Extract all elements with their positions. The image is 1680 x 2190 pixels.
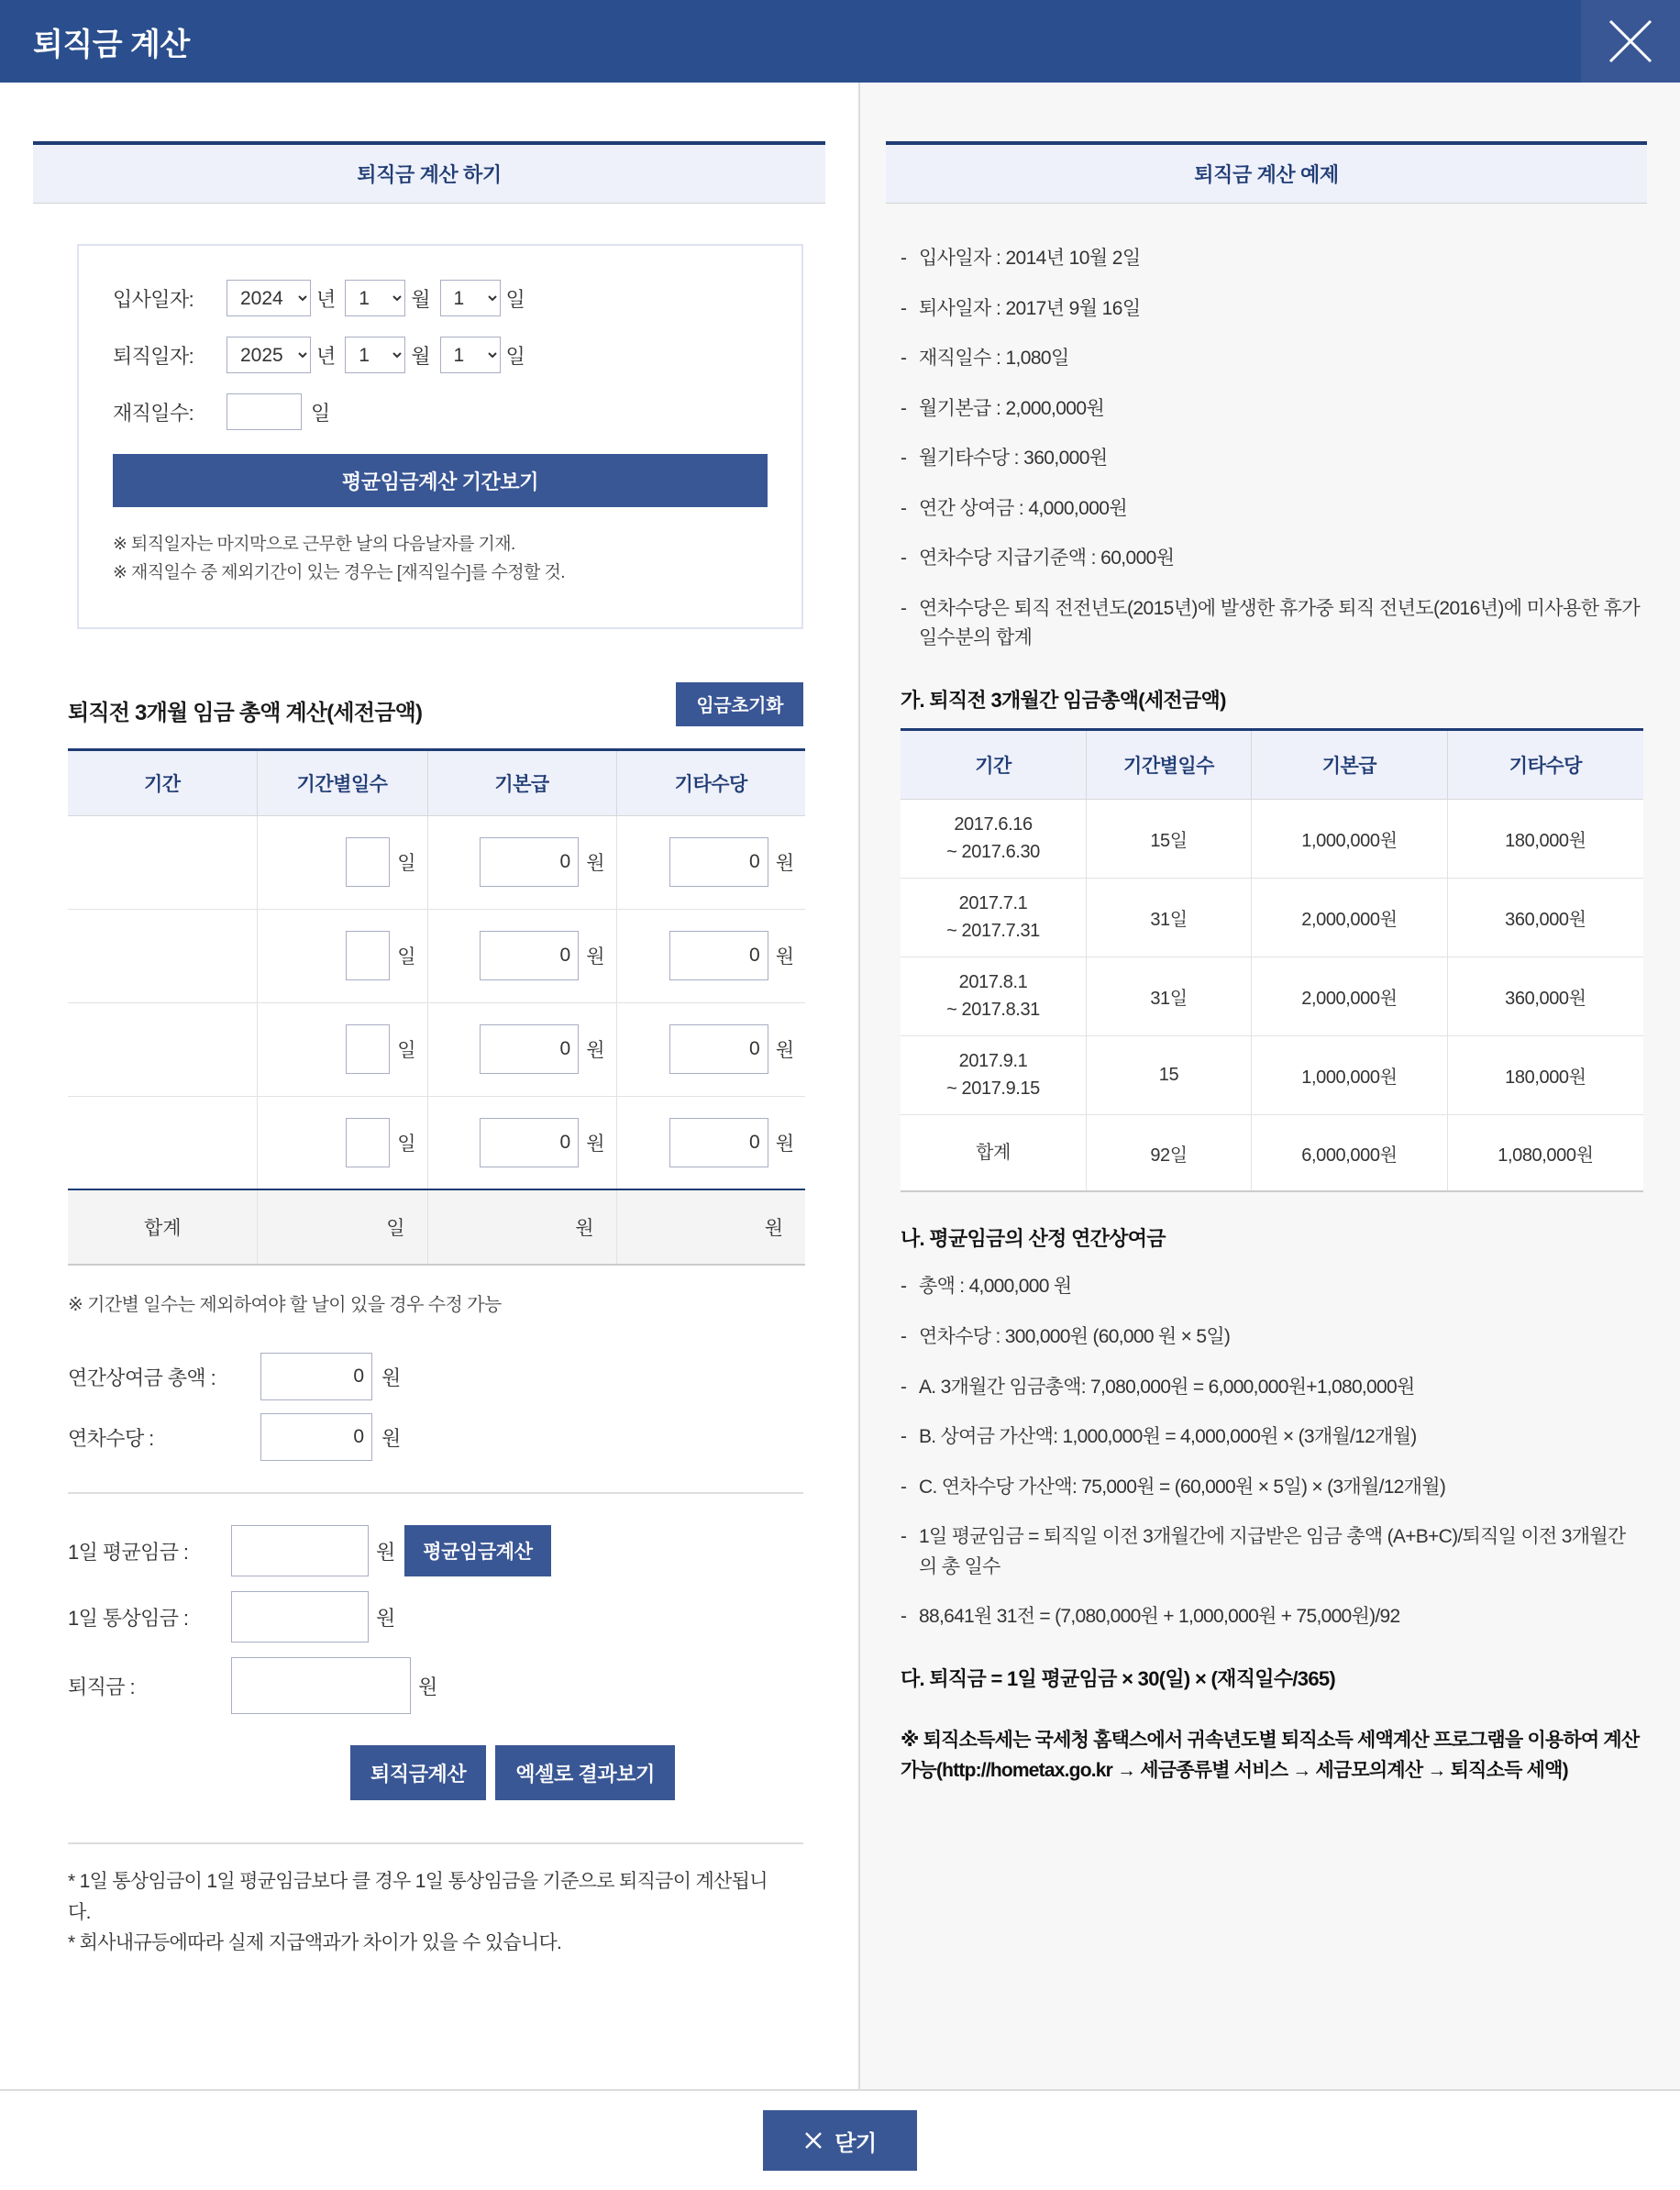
bullet-dash: - <box>901 1376 907 1398</box>
wage-base-cell <box>427 909 616 1002</box>
example-etc-cell: 360,000원 <box>1447 878 1643 957</box>
bullet-dash: - <box>901 497 907 519</box>
wage-period-cell <box>68 1002 257 1096</box>
wage-total-etc: 원 <box>616 1189 805 1265</box>
bullet-dash: - <box>901 1526 907 1548</box>
wage-days-input[interactable] <box>346 1118 390 1167</box>
example-days-cell: 15일 <box>1087 799 1252 878</box>
export-excel-button[interactable]: 엑셀로 결과보기 <box>495 1745 675 1800</box>
leave-date-label: 퇴직일자: <box>113 344 194 368</box>
calculate-average-wage-button[interactable]: 평균임금계산 <box>404 1525 550 1576</box>
close-icon <box>803 2130 823 2151</box>
list-item <box>901 394 1643 425</box>
example-col-period: 기간 <box>901 729 1087 799</box>
wage-table-header-row <box>68 749 805 815</box>
wage-base-cell <box>427 1002 616 1096</box>
wage-period-cell <box>68 909 257 1002</box>
wage-edit-note: ※ 기간별 일수는 제외하여야 할 날이 있을 경우 수정 가능 <box>68 1295 502 1316</box>
average-wage-row <box>68 1525 803 1576</box>
leave-date-row <box>113 337 768 373</box>
wage-base-input[interactable] <box>480 1024 579 1074</box>
example-total-base: 6,000,000원 <box>1252 1114 1448 1191</box>
window-close-button[interactable] <box>1581 0 1680 83</box>
wage-col-period: 기간 <box>68 749 257 815</box>
wage-etc-input[interactable] <box>669 837 768 887</box>
example-panel <box>860 83 1680 2089</box>
wage-col-base: 기본급 <box>427 749 616 815</box>
fact-text: 퇴사일자 : 2017년 9월 16일 <box>919 297 1141 319</box>
join-day-select[interactable] <box>440 280 501 316</box>
calculator-panel-title: 퇴직금 계산 하기 <box>357 163 502 186</box>
bonus-label: 연간상여금 총액 : <box>68 1366 216 1389</box>
fact-text: 입사일자 : 2014년 10월 2일 <box>919 248 1141 269</box>
unit-won: 원 <box>775 1040 794 1062</box>
leave-month-select[interactable] <box>345 337 405 373</box>
example-col-base: 기본급 <box>1252 729 1448 799</box>
example-days-cell: 15 <box>1087 1035 1252 1114</box>
list-item <box>901 1602 1643 1632</box>
wage-period-cell <box>68 815 257 909</box>
unit-day-tenure: 일 <box>311 401 331 425</box>
example-total-days: 92일 <box>1087 1114 1252 1191</box>
fact-text: 월기본급 : 2,000,000원 <box>919 397 1105 419</box>
table-row <box>901 799 1643 878</box>
calc-text: 총액 : 4,000,000 원 <box>919 1276 1072 1298</box>
annual-leave-input[interactable] <box>260 1413 372 1461</box>
dialog-footer <box>0 2089 1680 2190</box>
annual-leave-row <box>68 1413 803 1461</box>
example-col-days: 기간별일수 <box>1087 729 1252 799</box>
wage-etc-cell <box>616 909 805 1002</box>
example-days-cell: 31일 <box>1087 878 1252 957</box>
table-row <box>68 1096 805 1189</box>
wage-col-days: 기간별일수 <box>257 749 427 815</box>
wage-days-cell <box>257 1002 427 1096</box>
fact-text: 연차수당은 퇴직 전전년도(2015년)에 발생한 휴가중 퇴직 전년도(2016년)에 미사용한 휴가 일수분의 합계 <box>919 597 1641 649</box>
calc-text: 1일 평균임금 = 퇴직일 이전 3개월간에 지급받은 임금 총액 (A+B+C)/퇴직일 이전 3개월간의 총 일수 <box>919 1526 1626 1577</box>
unit-month-leave: 월 <box>411 344 431 368</box>
wage-total-days: 일 <box>257 1189 427 1265</box>
example-section-c-title: 다. 퇴직금 = 1일 평균임금 × 30(일) × (재직일수/365) <box>901 1666 1336 1690</box>
bullet-dash: - <box>901 1276 907 1298</box>
action-buttons <box>350 1745 803 1800</box>
wage-days-input[interactable] <box>346 837 390 887</box>
ordinary-wage-row <box>68 1591 803 1642</box>
list-item <box>901 444 1643 474</box>
unit-won: 원 <box>586 853 605 875</box>
join-year-select[interactable] <box>227 280 311 316</box>
bullet-dash: - <box>901 1325 907 1347</box>
bullet-dash: - <box>901 248 907 269</box>
unit-won: 원 <box>586 1133 605 1155</box>
calc-text: 88,641원 31전 = (7,080,000원 + 1,000,000원 + 75,000원)/92 <box>919 1606 1400 1628</box>
bullet-dash: - <box>901 1606 907 1628</box>
example-period-cell: 2017.9.1 ~ 2017.9.15 <box>901 1035 1087 1114</box>
wage-days-cell <box>257 909 427 1002</box>
fact-text: 연간 상여금 : 4,000,000원 <box>919 497 1128 519</box>
list-item <box>901 1422 1643 1453</box>
bonus-input[interactable] <box>260 1353 372 1400</box>
list-item <box>901 544 1643 574</box>
bullet-dash: - <box>901 348 907 370</box>
unit-won: 원 <box>381 1366 402 1389</box>
unit-day-join: 일 <box>505 287 525 311</box>
fact-text: 재직일수 : 1,080일 <box>919 348 1069 370</box>
unit-won: 원 <box>381 1426 402 1450</box>
calc-text: 연차수당 : 300,000원 (60,000 원 × 5일) <box>919 1325 1231 1347</box>
join-month-select[interactable] <box>345 280 405 316</box>
calculator-panel-header <box>33 141 825 204</box>
result-inputs <box>68 1525 803 1714</box>
tenure-days-input[interactable] <box>227 393 302 430</box>
bullet-dash: - <box>901 297 907 319</box>
unit-year-leave: 년 <box>316 344 337 368</box>
example-base-cell: 1,000,000원 <box>1252 1035 1448 1114</box>
unit-day: 일 <box>397 1040 416 1062</box>
list-item <box>901 1473 1643 1503</box>
wage-base-input[interactable] <box>480 1118 579 1167</box>
table-row <box>901 878 1643 957</box>
unit-won: 원 <box>586 946 605 968</box>
tenure-label: 재직일수: <box>113 401 194 425</box>
calc-text: B. 상여금 가산액: 1,000,000원 = 4,000,000원 × (3개월/12개월) <box>919 1426 1417 1448</box>
close-dialog-button[interactable] <box>763 2110 917 2171</box>
divider <box>68 1842 803 1844</box>
wage-base-cell <box>427 815 616 909</box>
severance-input[interactable] <box>231 1657 411 1714</box>
join-date-row <box>113 280 768 316</box>
example-base-cell: 1,000,000원 <box>1252 799 1448 878</box>
ordinary-wage-label: 1일 통상임금 : <box>68 1606 189 1630</box>
calc-text: A. 3개월간 임금총액: 7,080,000원 = 6,000,000원+1,080,000원 <box>919 1376 1415 1398</box>
unit-won: 원 <box>586 1040 605 1062</box>
bullet-dash: - <box>901 397 907 419</box>
example-col-etc: 기타수당 <box>1447 729 1643 799</box>
example-section-b-title: 나. 평균임금의 산정 연간상여금 <box>901 1227 1166 1251</box>
example-panel-title: 퇴직금 계산 예제 <box>1194 163 1339 186</box>
unit-won: 원 <box>775 853 794 875</box>
list-item <box>901 594 1643 654</box>
example-etc-cell: 360,000원 <box>1447 957 1643 1035</box>
wage-total-row <box>68 1189 805 1265</box>
example-period-cell: 2017.8.1 ~ 2017.8.31 <box>901 957 1087 1035</box>
example-total-etc: 1,080,000원 <box>1447 1114 1643 1191</box>
example-etc-cell: 180,000원 <box>1447 799 1643 878</box>
unit-won: 원 <box>376 1606 396 1630</box>
wage-total-base: 원 <box>427 1189 616 1265</box>
unit-day: 일 <box>397 1133 416 1155</box>
date-note-1: ※ 퇴직일자는 마지막으로 근무한 날의 다음날자를 기재. <box>113 535 515 554</box>
table-row <box>68 909 805 1002</box>
wage-col-etc: 기타수당 <box>616 749 805 815</box>
list-item <box>901 494 1643 525</box>
wage-base-cell <box>427 1096 616 1189</box>
list-item <box>901 1522 1643 1582</box>
example-table-header-row <box>901 729 1643 799</box>
unit-year-join: 년 <box>316 287 337 311</box>
example-etc-cell: 180,000원 <box>1447 1035 1643 1114</box>
example-panel-header <box>886 141 1647 204</box>
list-item <box>901 1322 1643 1353</box>
wage-etc-input[interactable] <box>669 1024 768 1074</box>
date-notes <box>113 531 768 588</box>
fact-text: 연차수당 지급기준액 : 60,000원 <box>919 548 1175 570</box>
list-item <box>901 344 1643 374</box>
window-title: 퇴직금 계산 <box>33 27 190 62</box>
example-base-cell: 2,000,000원 <box>1252 878 1448 957</box>
calculate-severance-button[interactable]: 퇴직금계산 <box>350 1745 486 1800</box>
example-facts-list <box>901 244 1643 654</box>
unit-day: 일 <box>397 946 416 968</box>
wage-base-input[interactable] <box>480 837 579 887</box>
close-dialog-label: 닫기 <box>834 2130 877 2156</box>
bullet-dash: - <box>901 1476 907 1498</box>
annual-leave-label: 연차수당 : <box>68 1426 154 1450</box>
average-wage-label: 1일 평균임금 : <box>68 1540 189 1564</box>
example-period-cell: 2017.6.16 ~ 2017.6.30 <box>901 799 1087 878</box>
table-row <box>68 815 805 909</box>
wage-period-cell <box>68 1096 257 1189</box>
calculator-panel <box>0 83 860 2089</box>
wage-etc-input[interactable] <box>669 1118 768 1167</box>
divider <box>68 1492 803 1494</box>
unit-won: 원 <box>376 1540 396 1564</box>
example-base-cell: 2,000,000원 <box>1252 957 1448 1035</box>
calc-text: C. 연차수당 가산액: 75,000원 = (60,000원 × 5일) × (3개월/12개월) <box>919 1476 1446 1498</box>
wage-days-input[interactable] <box>346 1024 390 1074</box>
leave-year-select[interactable] <box>227 337 311 373</box>
list-item <box>901 1272 1643 1302</box>
unit-month-join: 월 <box>411 287 431 311</box>
tenure-row <box>113 393 768 430</box>
wage-section-title: 퇴직전 3개월 임금 총액 계산(세전금액) <box>68 700 423 725</box>
example-calc-list <box>901 1272 1643 1631</box>
unit-day-leave: 일 <box>505 344 525 368</box>
list-item <box>901 294 1643 325</box>
bullet-dash: - <box>901 548 907 570</box>
table-row <box>68 1002 805 1096</box>
reset-wage-button[interactable]: 임금초기화 <box>676 682 803 726</box>
bonus-inputs <box>68 1353 803 1461</box>
example-period-cell: 2017.7.1 ~ 2017.7.31 <box>901 878 1087 957</box>
tax-notice: ※ 퇴직소득세는 국세청 홈택스에서 귀속년도별 퇴직소득 세액계산 프로그램을 이용하여 계산 가능(http://hometax.go.kr → 세금종류별 서비스 → 세금모의계산 → 퇴직소득 세액) <box>901 1729 1640 1781</box>
footnote-1: * 1일 통상임금이 1일 평균임금보다 클 경우 1일 통상임금을 기준으로 퇴직금이 계산됩니다. <box>68 1871 768 1923</box>
join-date-label: 입사일자: <box>113 287 194 311</box>
wage-etc-cell <box>616 1096 805 1189</box>
example-total-row <box>901 1114 1643 1191</box>
fact-text: 월기타수당 : 360,000원 <box>919 448 1108 470</box>
bullet-dash: - <box>901 448 907 470</box>
list-item <box>901 244 1643 274</box>
example-days-cell: 31일 <box>1087 957 1252 1035</box>
wage-etc-input[interactable] <box>669 931 768 980</box>
wage-etc-cell <box>616 815 805 909</box>
wage-days-cell <box>257 1096 427 1189</box>
wage-etc-cell <box>616 1002 805 1096</box>
footnote-2: * 회사내규등에따라 실제 지급액과가 차이가 있을 수 있습니다. <box>68 1932 562 1954</box>
ordinary-wage-input[interactable] <box>231 1591 369 1642</box>
unit-won: 원 <box>775 1133 794 1155</box>
view-average-wage-period-button[interactable]: 평균임금계산 기간보기 <box>113 454 768 507</box>
example-section-a-title: 가. 퇴직전 3개월간 임금총액(세전금액) <box>901 688 1226 712</box>
unit-won: 원 <box>418 1675 438 1698</box>
example-wage-table <box>901 728 1643 1193</box>
bonus-row <box>68 1353 803 1400</box>
severance-label: 퇴직금 : <box>68 1675 135 1698</box>
date-input-box <box>77 244 803 629</box>
wage-base-input[interactable] <box>480 931 579 980</box>
left-footnotes <box>68 1866 789 1959</box>
table-row <box>901 957 1643 1035</box>
date-note-2: ※ 재직일수 중 제외기간이 있는 경우는 [재직일수]를 수정할 것. <box>113 562 565 582</box>
wage-days-input[interactable] <box>346 931 390 980</box>
average-wage-input[interactable] <box>231 1525 369 1576</box>
bullet-dash: - <box>901 1426 907 1448</box>
main-content <box>0 83 1680 2089</box>
window-titlebar <box>0 0 1680 83</box>
unit-won: 원 <box>775 946 794 968</box>
severance-row <box>68 1657 803 1714</box>
wage-total-label: 합계 <box>68 1189 257 1265</box>
leave-day-select[interactable] <box>440 337 501 373</box>
close-icon <box>1605 16 1656 67</box>
wage-input-table <box>68 748 805 1266</box>
unit-day: 일 <box>397 853 416 875</box>
list-item <box>901 1373 1643 1403</box>
wage-section-header <box>68 682 803 726</box>
bullet-dash: - <box>901 597 907 619</box>
table-row <box>901 1035 1643 1114</box>
wage-days-cell <box>257 815 427 909</box>
example-total-label: 합계 <box>901 1114 1087 1191</box>
